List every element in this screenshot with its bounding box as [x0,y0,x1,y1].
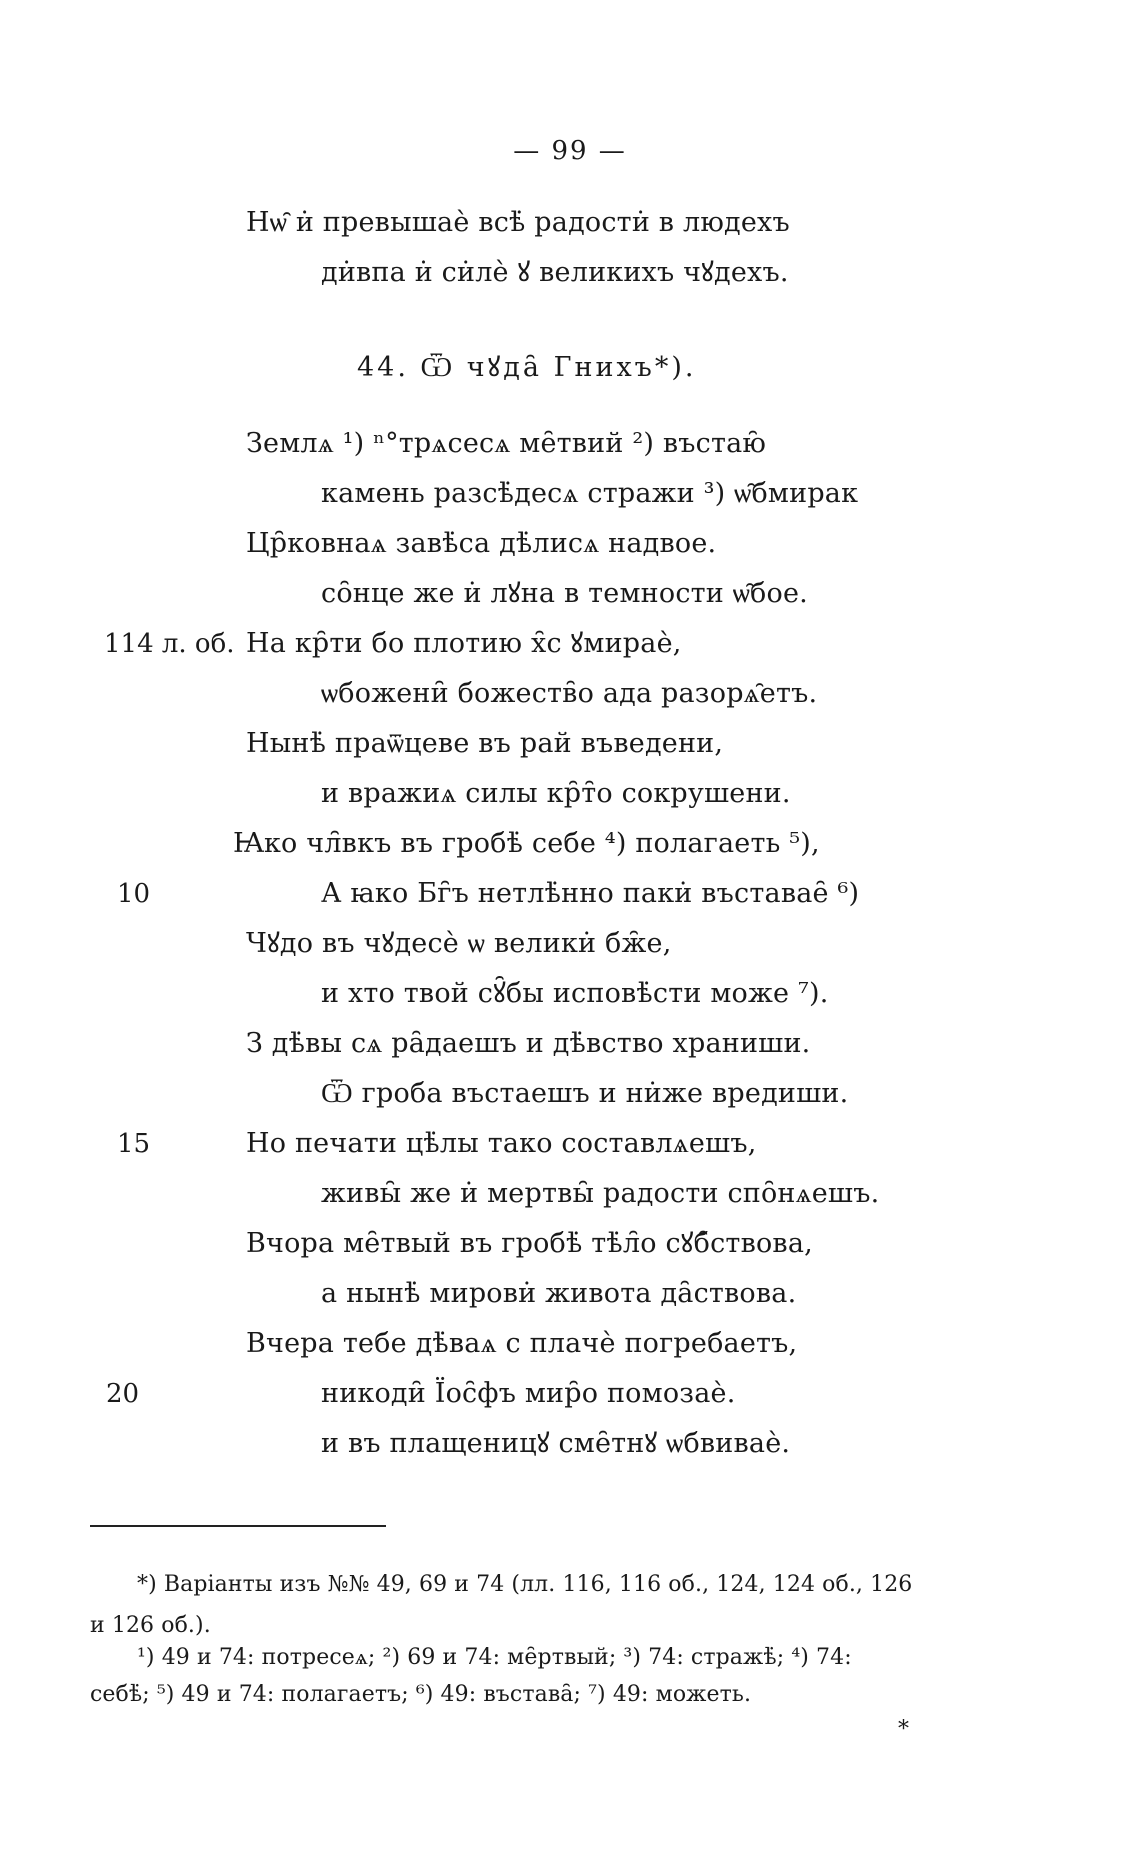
page-number: — 99 — [513,136,627,166]
verse-line-1: Землѧ ¹) ⁿ°трѧсесѧ ме̑твий ²) въстаю̑ [246,428,767,459]
margin-line-number-15: 15 [117,1129,151,1159]
verse-line-16: живы̑ же и̇ мертвы̑ радости спо̑нѧешъ. [321,1178,880,1209]
verse-line-18: а нынѣ̇ мирови̇ живота да̑ствова. [321,1278,797,1309]
verse-line-3: Цр̑ковнаѧ завѣ̇са дѣ̇лисѧ надвое. [246,528,717,559]
opening-line-1: Нѡ̑ и̇ превышаѐ всѣ̇ радости̇ в людехъ [246,207,790,238]
opening-line-2: ди̇впа и̇ си̇лѐ ꙋ великихъ чꙋдехъ. [321,257,789,288]
verse-line-20: никоди̑ Їос̑фъ мир̑о помозаѐ. [321,1378,736,1409]
verse-line-9: Ꙗко чл̑вкъ въ гробѣ̇ себе ⁴) полагаеть ⁵), [233,828,820,859]
verse-line-21: и въ плащеницꙋ сме̑тнꙋ ѡбвиваѐ. [321,1428,791,1459]
footnote-variants: *) Варіанты изъ №№ 49, 69 и 74 (лл. 116, 116 об., 124, 124 об., 126 [137,1572,913,1597]
footnote-variants-cont: и 126 об.). [90,1613,211,1638]
verse-line-2: камень разсѣ̇десѧ стражи ³) ѡ̑бмирак [321,478,859,509]
margin-folio-ref: 114 л. об. [104,629,235,659]
verse-line-7: Нынѣ̇ праѿцеве въ рай въведени, [246,728,724,759]
footnote-numbered-2: себѣ̇; ⁵) 49 и 74: полагаетъ; ⁶) 49: въстава̑; ⁷) 49: можеть. [90,1682,752,1707]
verse-line-5: На кр̑ти бо плотию х̑с ꙋмираѐ, [246,628,682,659]
verse-line-8: и вражиѧ силы кр̑т̑о сокрушени. [321,778,791,809]
footnote-rule [90,1525,386,1527]
verse-line-4: со̑нце же и̇ лꙋна в темности ѡ̑бое. [321,578,808,609]
verse-line-19: Вчера тебе дѣ̇ваѧ с плачѐ погребаетъ, [246,1328,798,1359]
verse-line-14: Ѿ гроба въстаешъ и ни̇же вредиши. [321,1078,849,1109]
margin-line-number-20: 20 [106,1379,140,1409]
signature-mark: * [898,1717,909,1742]
margin-line-number-10: 10 [117,879,151,909]
section-heading: 44. Ѿ чꙋда̑ Гнихъ*). [357,352,697,383]
verse-line-10: А ꙗко Бг̑ъ нетлѣ̇нно паки̇ въставае̑ ⁶) [321,878,860,909]
verse-line-13: З дѣ̇вы сѧ ра̑даешъ и дѣ̇вство храниши. [246,1028,811,1059]
verse-line-11: Чꙋдо въ чꙋдесѐ ѡ велики̇ бж̑е, [246,928,672,959]
verse-line-12: и хто твой сꙋ̑бы исповѣ̇сти може ⁷). [321,978,829,1009]
verse-line-6: ѡбожени̑ божеств̑о ада разорѧ̑етъ. [321,678,818,709]
footnote-numbered-1: ¹) 49 и 74: потресеѧ; ²) 69 и 74: ме̑ртвый; ³) 74: стражѣ̇; ⁴) 74: [137,1645,852,1670]
verse-line-15: Но печати цѣ̇лы тако составлѧешъ, [246,1128,757,1159]
verse-line-17: Вчора ме̑твый въ гробѣ̇ тѣ̇л̑о сꙋб̑ствова, [246,1228,813,1259]
